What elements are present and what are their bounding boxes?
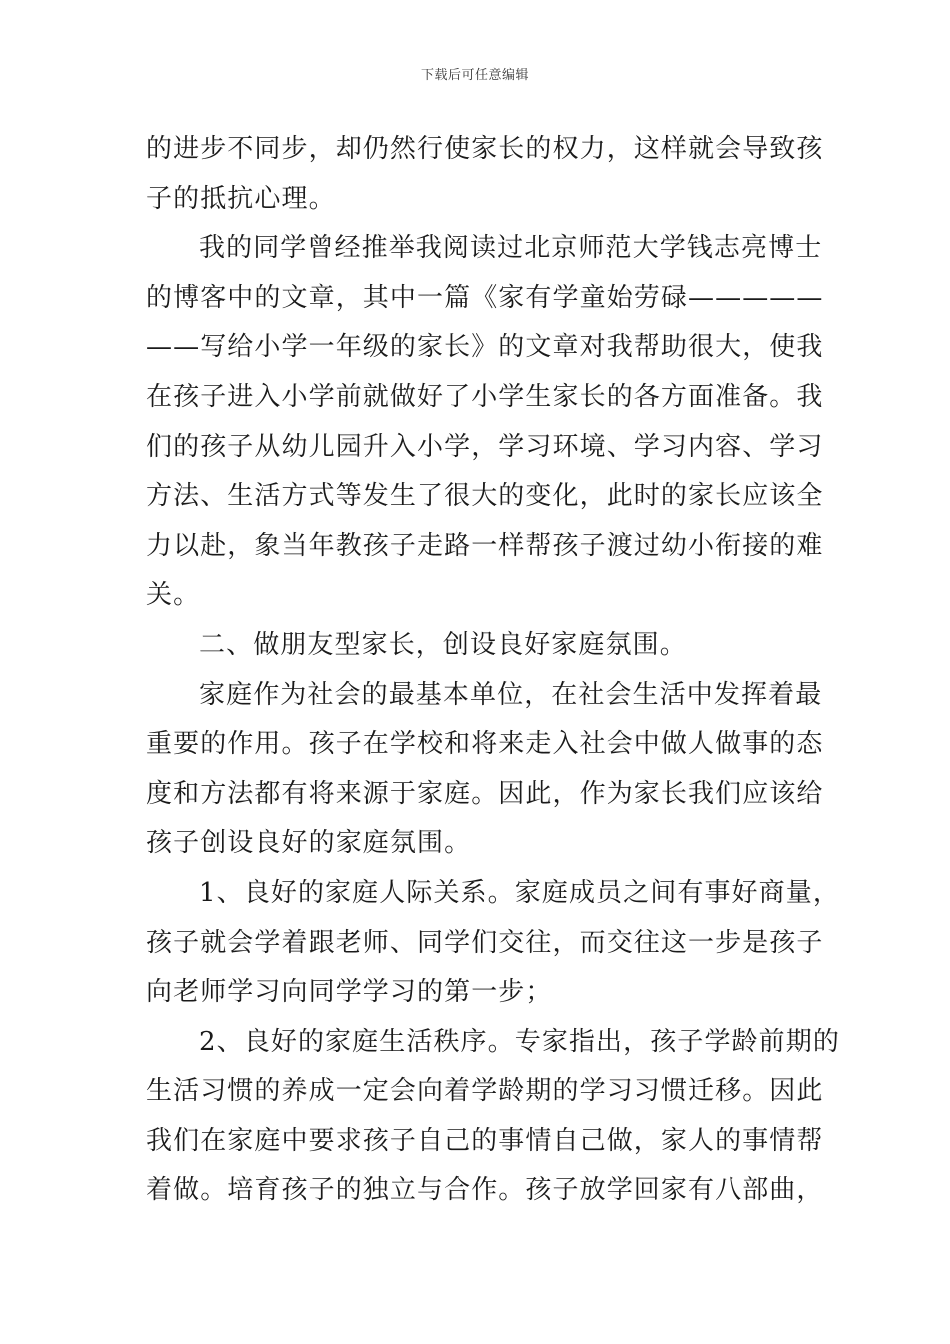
text-line: 孩子就会学着跟老师、同学们交往，而交往这一步是孩子 [146, 927, 824, 958]
text-line: 向老师学习向同学学习的第一步； [146, 977, 553, 1008]
text-line: 度和方法都有将来源于家庭。因此，作为家长我们应该给 [146, 778, 824, 809]
text-line: 们的孩子从幼儿园升入小学，学习环境、学习内容、学习 [146, 431, 824, 462]
body-text [146, 125, 840, 1216]
text-line: 在孩子进入小学前就做好了小学生家长的各方面准备。我 [146, 381, 824, 412]
list-item-text: 1、良好的家庭人际关系。家庭成员之间有事好商量， [199, 877, 840, 908]
page-header: 下载后可任意编辑 [420, 68, 529, 83]
text-line: 力以赴，象当年教孩子走路一样帮孩子渡过幼小衔接的难 [146, 530, 824, 561]
text-line: 生活习惯的养成一定会向着学龄期的学习习惯迁移。因此 [146, 1076, 824, 1107]
list-item-text: 2、良好的家庭生活秩序。专家指出，孩子学龄前期的 [199, 1026, 840, 1057]
text-line: 孩子创设良好的家庭氛围。 [146, 828, 472, 859]
text-line: 着做。培育孩子的独立与合作。孩子放学回家有八部曲， [146, 1175, 824, 1206]
text-line: ——写给小学一年级的家长》的文章对我帮助很大，使我 [146, 332, 824, 363]
text-line: 重要的作用。孩子在学校和将来走入社会中做人做事的态 [146, 729, 824, 760]
text-line: 家庭作为社会的最基本单位，在社会生活中发挥着最 [199, 679, 823, 710]
text-line: 的博客中的文章，其中一篇《家有学童始劳碌————— [146, 282, 824, 313]
text-line: 子的抵抗心理。 [146, 183, 336, 214]
text-line: 的进步不同步，却仍然行使家长的权力，这样就会导致孩 [146, 134, 824, 164]
text-line: 关。 [146, 580, 201, 611]
text-line: 我们在家庭中要求孩子自己的事情自己做，家人的事情帮 [146, 1125, 824, 1156]
text-line: 方法、生活方式等发生了很大的变化，此时的家长应该全 [146, 481, 824, 512]
text-line: 我的同学曾经推举我阅读过北京师范大学钱志亮博士 [199, 233, 823, 264]
section-heading: 二、做朋友型家长，创设良好家庭氛围。 [199, 629, 687, 660]
